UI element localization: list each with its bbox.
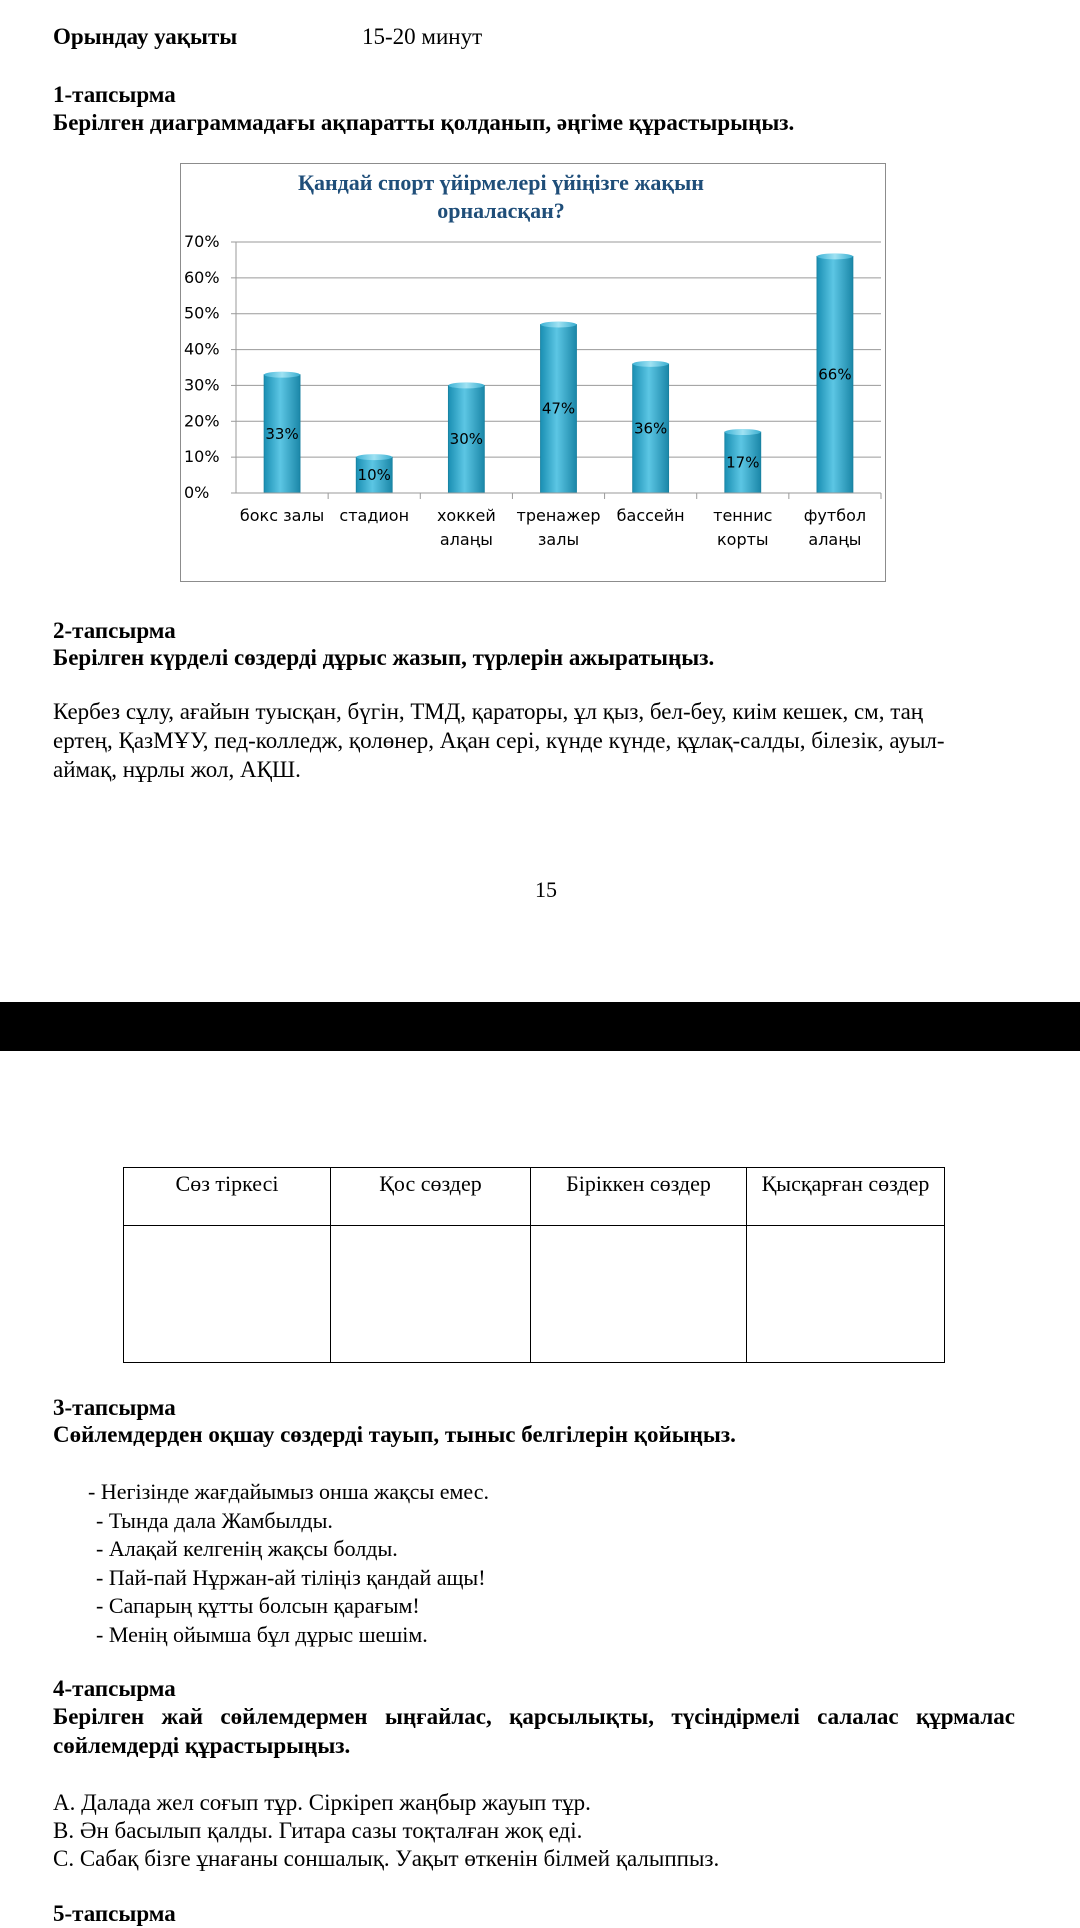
page-number: 15 bbox=[535, 877, 557, 902]
table-row bbox=[124, 1226, 945, 1363]
bar-value-label: 10% bbox=[357, 466, 391, 485]
task4-item-a: А. Далада жел соғып тұр. Сіркіреп жаңбыр жауып тұр. bbox=[53, 1790, 591, 1815]
table-header-cell: Біріккен сөздер bbox=[531, 1168, 747, 1226]
x-tick-label: бокс залы bbox=[239, 506, 325, 525]
bar-cap bbox=[725, 429, 761, 435]
bar-cap bbox=[541, 321, 577, 327]
task2-instruction: Берілген күрделі сөздерді дұрыс жазып, түрлерін ажыратыңыз. bbox=[53, 645, 715, 670]
y-tick-label: 0% bbox=[184, 483, 210, 502]
bar-cap bbox=[633, 361, 669, 367]
task2-paragraph-line-2: ертең, ҚазМҰУ, пед-колледж, қолөнер, Ақан сері, күнде күнде, құлақ-салды, білезік, ауыл- bbox=[53, 728, 945, 753]
list-item: - Сапарың құтты болсын қарағым! bbox=[96, 1593, 420, 1618]
task5-number: 5-тапсырма bbox=[53, 1901, 176, 1926]
list-item: - Тында дала Жамбылды. bbox=[96, 1507, 333, 1533]
task3-instruction: Сөйлемдерден оқшау сөздерді тауып, тыныс белгілерін қойыңыз. bbox=[53, 1422, 736, 1447]
bar-value-label: 47% bbox=[541, 399, 576, 418]
table-header-cell: Қос сөздер bbox=[331, 1168, 531, 1226]
task4-item-b: В. Ән басылып қалды. Гитара сазы тоқталған жоқ еді. bbox=[53, 1818, 583, 1843]
y-tick-label: 40% bbox=[184, 339, 220, 359]
x-tick-label: залы bbox=[537, 530, 580, 549]
task4-instruction-line-1: Берілген жай сөйлемдермен ыңғайлас, қарсылықты, түсіндірмелі салалас құрмалас bbox=[53, 1704, 1015, 1729]
x-tick-label: бассейн bbox=[616, 506, 685, 525]
task4-instruction-line-2: сөйлемдерді құрастырыңыз. bbox=[53, 1733, 351, 1758]
y-tick-label: 70% bbox=[184, 232, 220, 251]
list-item: - Пай-пай Нұржан-ай тіліңіз қандай ащы! bbox=[96, 1564, 486, 1590]
task4-number: 4-тапсырма bbox=[53, 1676, 176, 1701]
chart-title-line-2: орналасқан? bbox=[437, 198, 565, 223]
bar-cap bbox=[448, 382, 484, 388]
bar-value-label: 30% bbox=[449, 430, 484, 449]
bar-cap bbox=[817, 253, 853, 259]
task2-paragraph-line-3: аймақ, нұрлы жол, АҚШ. bbox=[53, 757, 301, 782]
task1-instruction: Берілген диаграммадағы ақпаратты қолданып, әңгіме құрастырыңыз. bbox=[53, 110, 795, 135]
table-header-row bbox=[124, 1168, 945, 1226]
list-item: - Менің ойымша бұл дұрыс шешім. bbox=[96, 1621, 428, 1647]
x-tick-label: футбол bbox=[803, 506, 867, 525]
y-tick-label: 50% bbox=[184, 303, 220, 323]
bar-value-label: 33% bbox=[265, 424, 299, 443]
table-header-cell: Қысқарған сөздер bbox=[747, 1168, 945, 1226]
task4-item-c: С. Сабақ бізге ұнағаны соншалық. Уақыт өткенін білмей қалыппыз. bbox=[53, 1846, 720, 1871]
table-header-cell: Сөз тіркесі bbox=[124, 1168, 331, 1226]
y-tick-label: 30% bbox=[184, 375, 220, 395]
time-label: Орындау уақыты bbox=[53, 24, 238, 49]
list-item: - Негізінде жағдайымыз онша жақсы емес. bbox=[88, 1479, 489, 1504]
page-separator-band bbox=[0, 1002, 1080, 1051]
task2-number: 2-тапсырма bbox=[53, 618, 176, 643]
chart-title-line-1: Қандай спорт үйірмелері үйіңізге жақын bbox=[298, 170, 704, 195]
bar-cap bbox=[264, 372, 300, 378]
bar-cap bbox=[356, 454, 392, 460]
y-tick-label: 60% bbox=[184, 267, 220, 287]
table-cell bbox=[124, 1226, 331, 1363]
task2-paragraph-line-1: Кербез сұлу, ағайын туысқан, бүгін, ТМД, қараторы, ұл қыз, бел-беу, киім кешек, см, таң bbox=[53, 699, 924, 724]
word-types-table bbox=[123, 1167, 945, 1363]
y-tick-label: 10% bbox=[184, 447, 220, 467]
task3-number: 3-тапсырма bbox=[53, 1395, 176, 1420]
bar-value-label: 66% bbox=[818, 365, 852, 384]
chart-plot bbox=[181, 164, 885, 581]
x-tick-label: алаңы bbox=[439, 530, 493, 549]
x-tick-label: стадион bbox=[339, 506, 410, 525]
time-value: 15-20 минут bbox=[362, 24, 483, 49]
x-tick-label: хоккей bbox=[436, 506, 496, 525]
table-cell bbox=[531, 1226, 747, 1363]
x-tick-label: теннис bbox=[713, 506, 773, 525]
table-cell bbox=[331, 1226, 531, 1363]
bar-chart bbox=[180, 163, 886, 582]
task1-number: 1-тапсырма bbox=[53, 82, 176, 107]
table-cell bbox=[747, 1226, 945, 1363]
x-tick-label: алаңы bbox=[808, 530, 862, 549]
x-tick-label: тренажер bbox=[516, 506, 601, 525]
x-tick-label: корты bbox=[717, 530, 769, 549]
task3-sentence-list bbox=[88, 1478, 489, 1649]
y-tick-label: 20% bbox=[184, 411, 220, 431]
bar-value-label: 36% bbox=[633, 419, 668, 438]
list-item: - Алақай келгенің жақсы болды. bbox=[96, 1536, 398, 1561]
bar-value-label: 17% bbox=[726, 453, 760, 472]
